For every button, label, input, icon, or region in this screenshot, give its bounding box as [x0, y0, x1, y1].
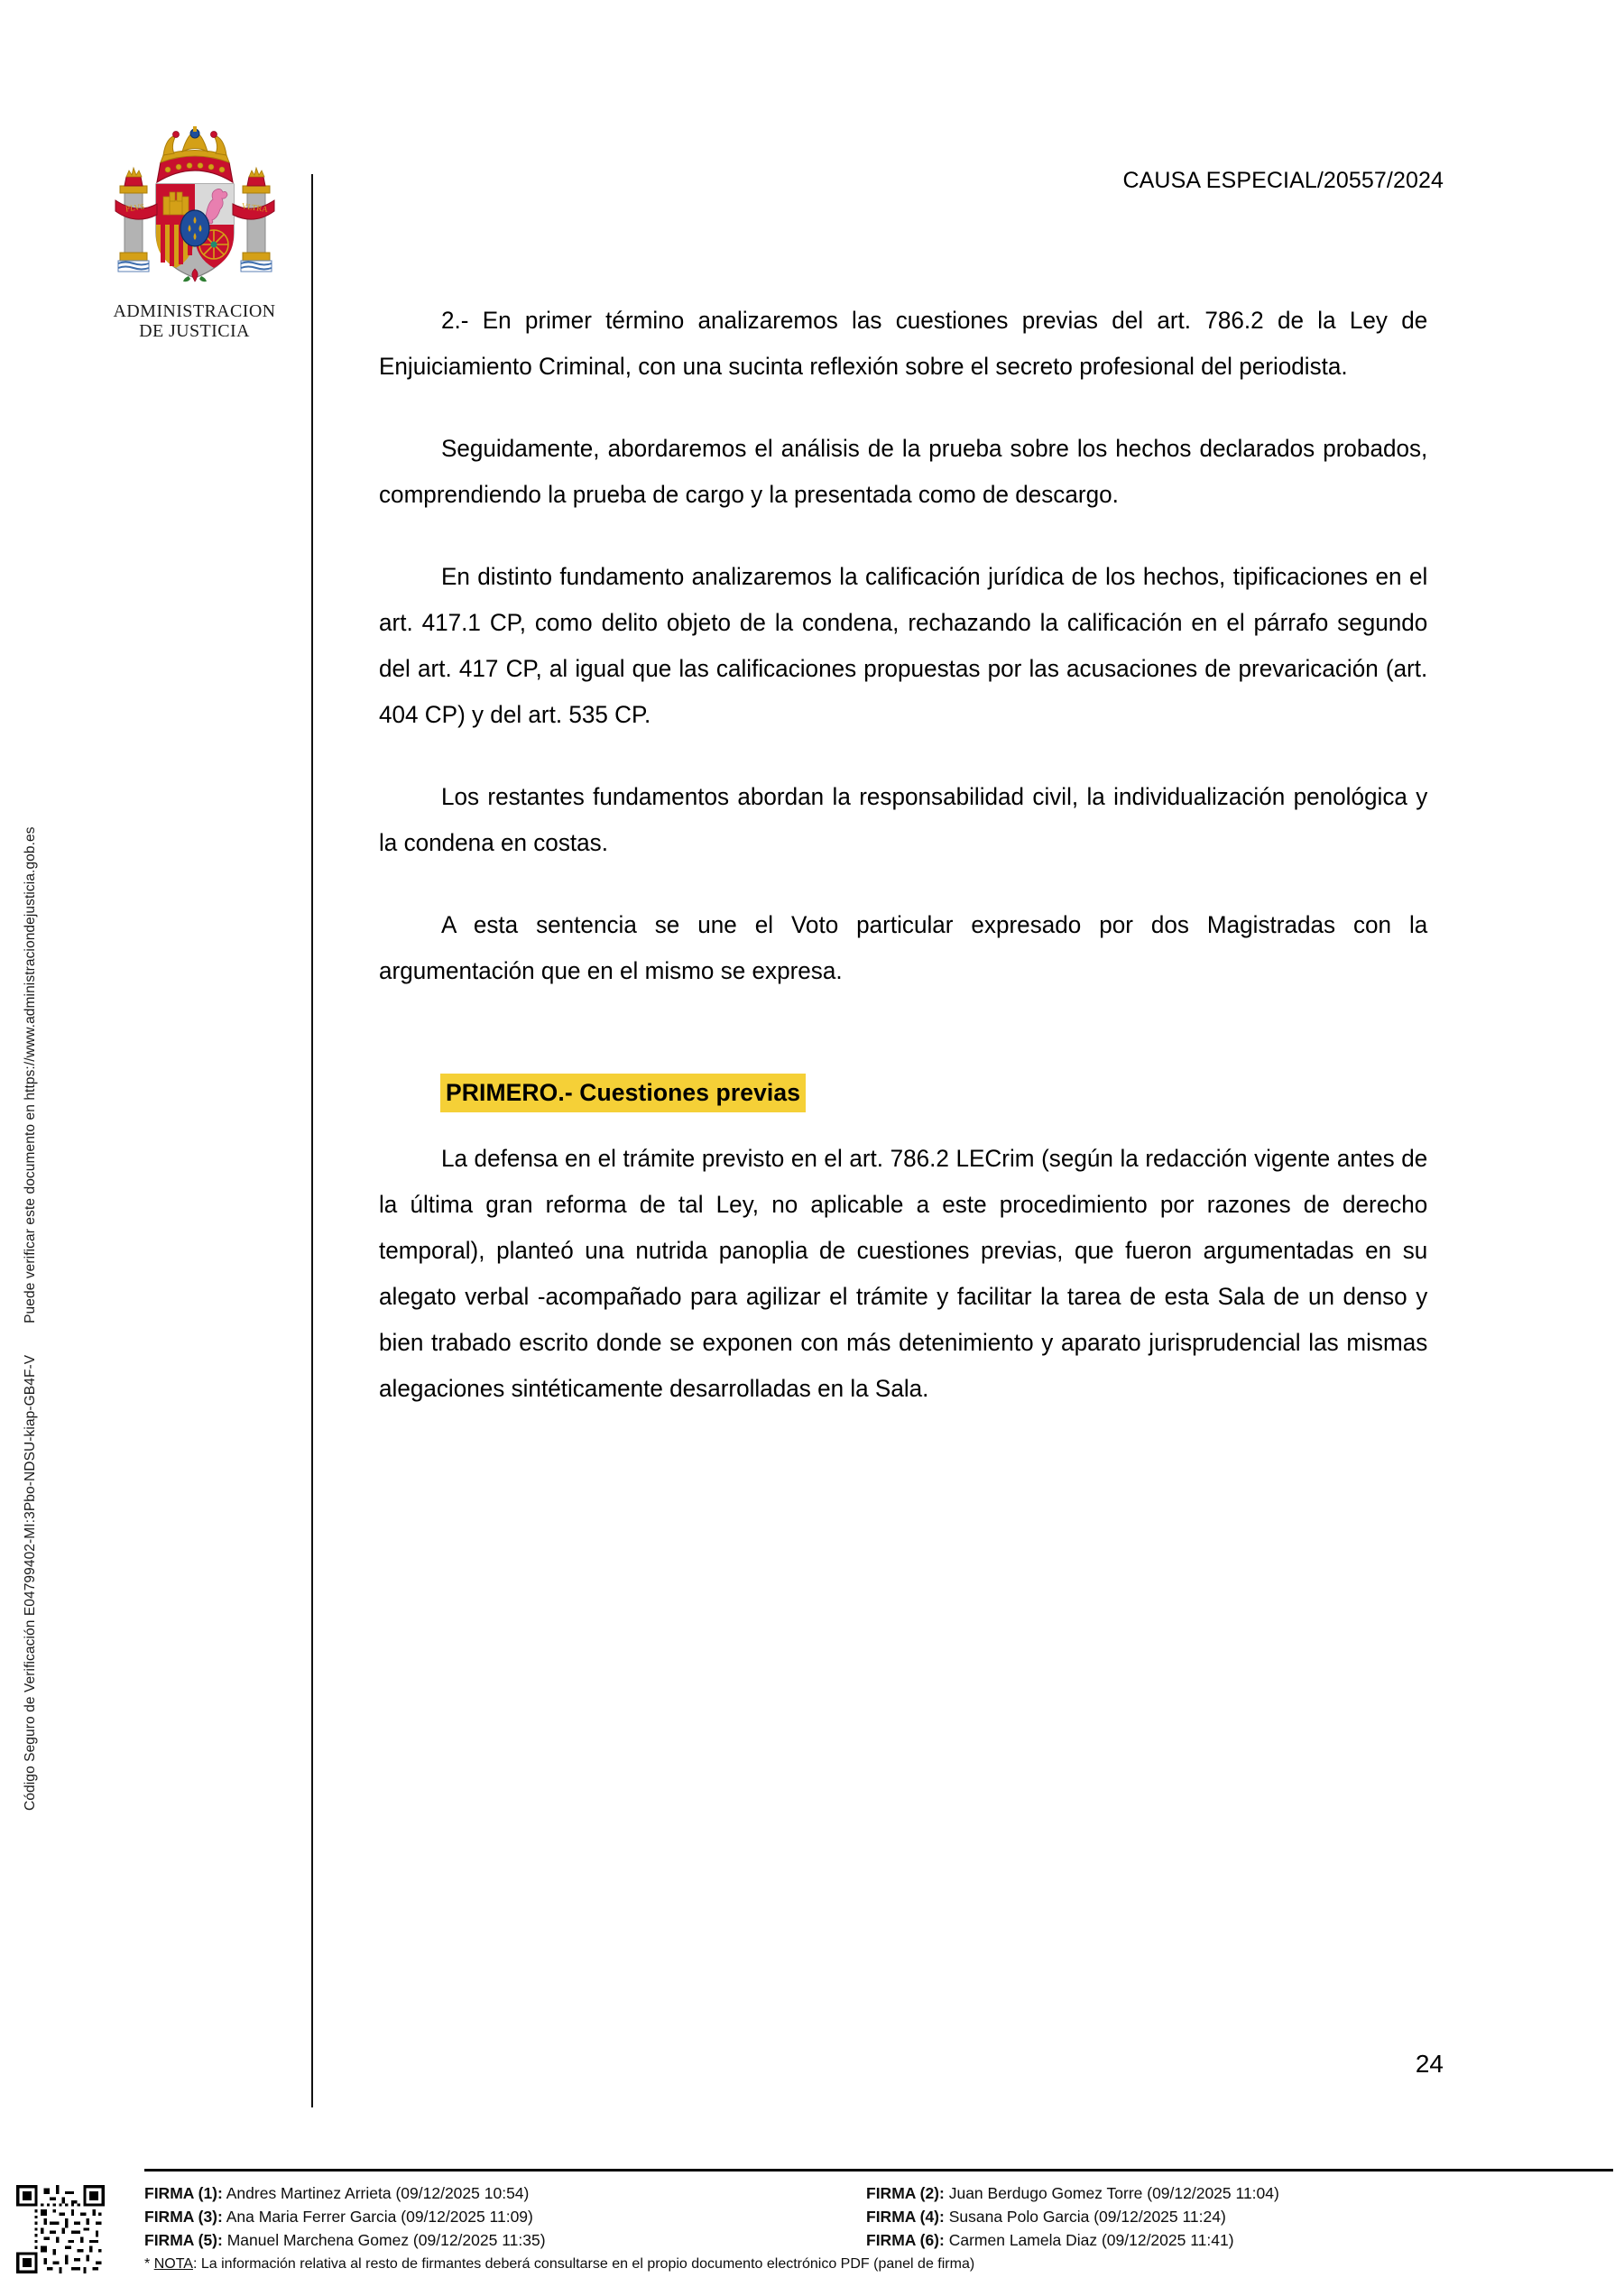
footer-note-asterisk: *: [144, 2256, 151, 2272]
spain-coat-of-arms-icon: [105, 126, 285, 298]
paragraph: 2.- En primer término analizaremos las cuestiones previas del art. 786.2 de la Ley de Enjuiciamiento Criminal, con una sucinta reflexión sobre el secreto profesional del periodista.: [379, 307, 1428, 380]
paragraph: Seguidamente, abordaremos el análisis de la prueba sobre los hechos declarados probados, comprendiendo la prueba de cargo y la presentada como de descargo.: [379, 435, 1428, 508]
signature-label: FIRMA (2):: [866, 2184, 945, 2202]
paragraph: La defensa en el trámite previsto en el art. 786.2 LECrim (según la redacción vigente antes de la última gran reforma de tal Ley, no aplicable a este procedimiento por razones de derecho temporal), planteó una nutrida panoplia de cuestiones previas, que fueron argumentadas en su alegato verbal -acompañado para agilizar el trámite y facilitar la tarea de esta Sala de un denso y bien trabado escrito donde se exponen con más detenimiento y aparato jurisprudencial las mismas alegaciones sintéticamente desarrolladas en la Sala.: [379, 1144, 1428, 1402]
verification-code: Código Seguro de Verificación E04799402-MI:3Pbo-NDSU-kiap-GB4F-V: [23, 1354, 38, 1811]
signature-value: Andres Martinez Arrieta (09/12/2025 10:54): [226, 2184, 530, 2202]
signature-label: FIRMA (4):: [866, 2208, 945, 2226]
paragraph: Los restantes fundamentos abordan la responsabilidad civil, la individualización penológica y la condena en costas.: [379, 783, 1428, 856]
signature-value: Susana Polo Garcia (09/12/2025 11:24): [948, 2208, 1226, 2226]
signature-value: Ana Maria Ferrer Garcia (09/12/2025 11:09): [226, 2208, 533, 2226]
heading-spacer: [379, 1030, 1444, 1074]
footer-note-text: : La información relativa al resto de firmantes deberá consultarse en el propio documento electrónico PDF (panel de firma): [192, 2256, 975, 2272]
signature-label: FIRMA (1):: [144, 2184, 223, 2202]
paragraph: A esta sentencia se une el Voto particular expresado por dos Magistradas con la argumentación que en el mismo se expresa.: [379, 911, 1428, 984]
signature-list: [144, 2181, 1615, 2252]
section-heading-block: [379, 1074, 1444, 1112]
signature-value: Juan Berdugo Gomez Torre (09/12/2025 11:04): [948, 2184, 1279, 2202]
case-reference-header: CAUSA ESPECIAL/20557/2024: [1122, 168, 1444, 193]
royal-crown-icon: [157, 126, 233, 182]
page-number: 24: [1415, 2050, 1444, 2078]
emblem-caption-line1: ADMINISTRACION: [113, 301, 276, 321]
signature-entry: [144, 2228, 866, 2252]
footer-note: [144, 2256, 974, 2273]
signature-label: FIRMA (5):: [144, 2231, 223, 2249]
paragraph: En distinto fundamento analizaremos la calificación jurídica de los hechos, tipificaciones en el art. 417.1 CP, como delito objeto de la condena, rechazando la calificación en el párrafo segundo del art. 417 CP, al igual que las calificaciones propuestas por las acusaciones de prevaricación (art. 404 CP) y del art. 535 CP.: [379, 563, 1428, 728]
footer-note-keyword: NOTA: [153, 2256, 193, 2272]
emblem-caption: [97, 301, 291, 342]
verification-sidebar: [0, 0, 63, 2120]
footer-divider: [144, 2169, 1613, 2172]
shield-icon: [156, 184, 234, 281]
signature-value: Manuel Marchena Gomez (09/12/2025 11:35): [226, 2231, 546, 2249]
signature-entry: [866, 2181, 1615, 2205]
signature-entry: [144, 2181, 866, 2205]
section-heading-highlighted: PRIMERO.- Cuestiones previas: [440, 1074, 806, 1112]
signature-entry: [866, 2228, 1615, 2252]
verification-sidebar-text: [23, 297, 39, 1812]
svg-text:PLVS: PLVS: [124, 201, 145, 214]
signature-entry: [866, 2205, 1615, 2228]
emblem-caption-line2: DE JUSTICIA: [139, 321, 250, 342]
signature-label: FIRMA (6):: [866, 2231, 945, 2249]
signature-label: FIRMA (3):: [144, 2208, 223, 2226]
signature-value: Carmen Lamela Diaz (09/12/2025 11:41): [948, 2231, 1234, 2249]
verification-url: Puede verificar este documento en https://www.administraciondejusticia.gob.es: [23, 826, 38, 1323]
document-body: [379, 298, 1444, 1412]
signature-entry: [144, 2205, 866, 2228]
page-vertical-rule: [311, 174, 313, 2107]
spain-coat-of-arms-block: [97, 126, 291, 342]
signature-footer: [0, 2169, 1624, 2296]
svg-text:VLTRA: VLTRA: [240, 201, 269, 215]
qr-code-icon: [16, 2185, 105, 2273]
